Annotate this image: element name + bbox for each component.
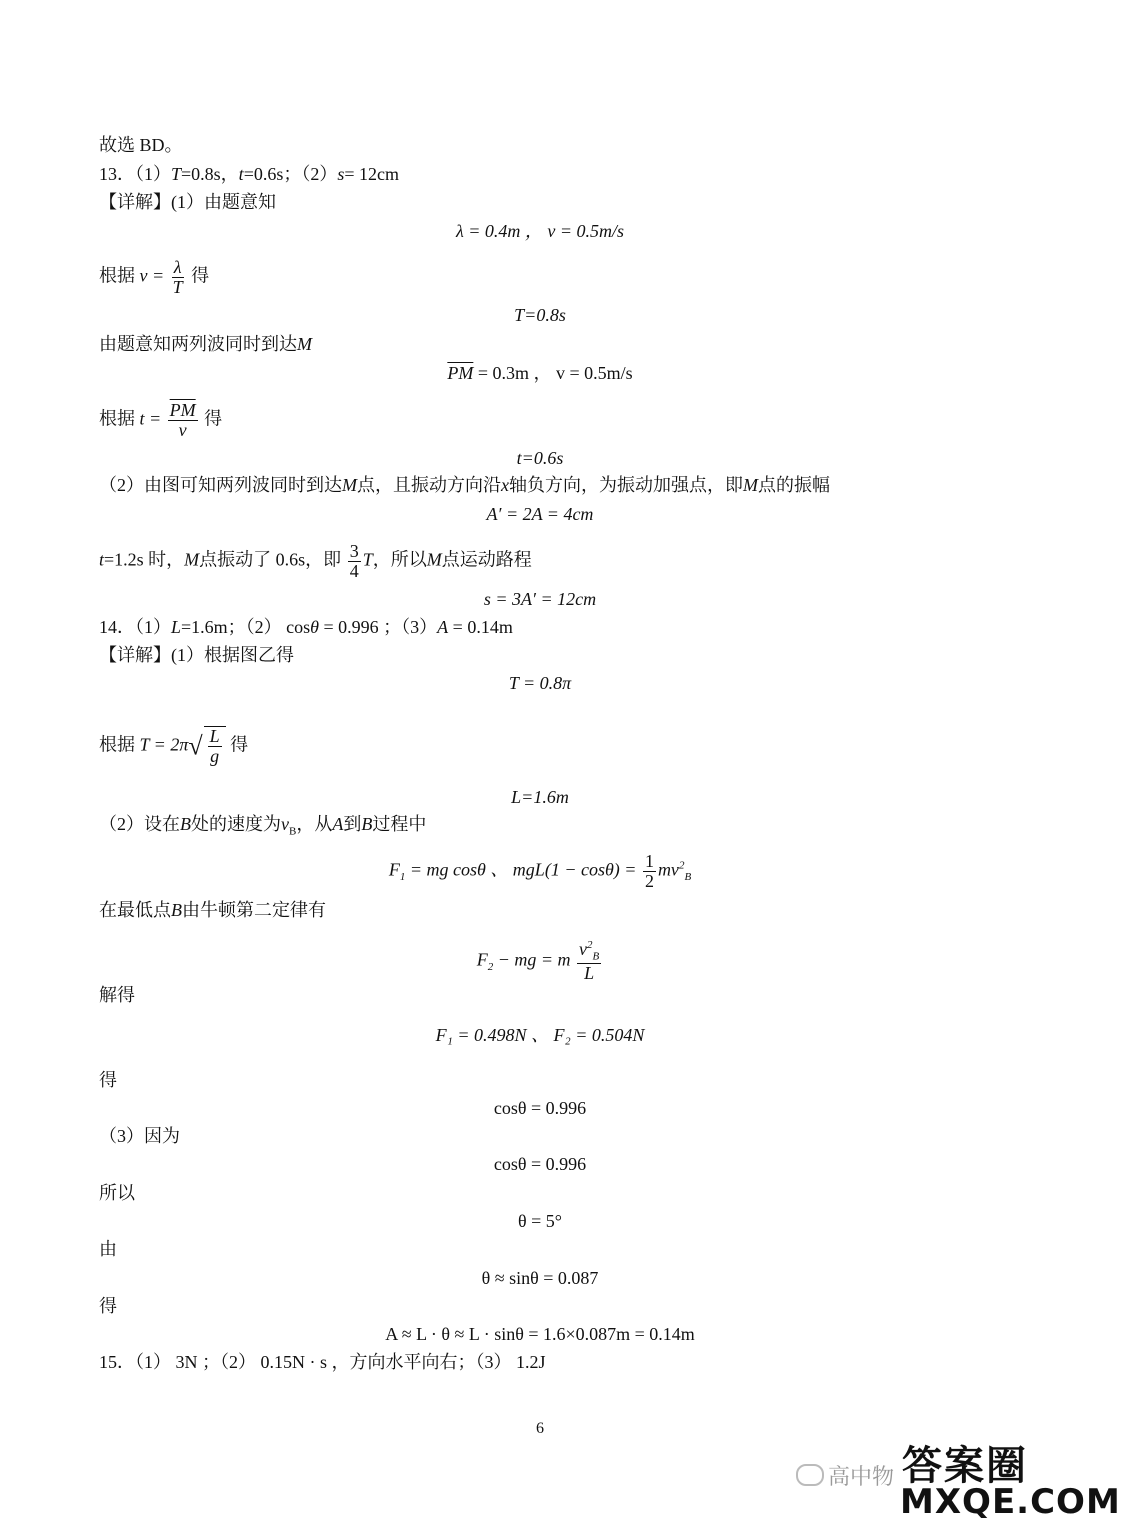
detail-heading: 【详解】(1）根据图乙得 (99, 645, 294, 665)
equation: A ≈ L · θ ≈ L · sinθ = 1.6×0.087m = 0.14m (385, 1324, 695, 1344)
equation: L=1.6m (511, 787, 569, 807)
equation: cosθ = 0.996 (493, 1154, 587, 1174)
text-line: 根据 T = 2π√ $\frac{L}{g}$ 得 (99, 726, 249, 766)
text-line: 得 (99, 1070, 117, 1090)
answer-15: 15．（1） 3N ；（2） 0.15N · s ，方向水平向右；（3） 1.2J (99, 1352, 546, 1372)
text-line: t=1.2s 时，M点振动了 0.6s，即 $\frac{3}{4}$ T，所以M点运动路程 (99, 541, 532, 581)
watermark-logo: 答案圈 (902, 1443, 1028, 1489)
equation: t=0.6s (516, 448, 564, 468)
detail-heading: 【详解】(1）由题意知 (99, 192, 276, 212)
text-line: （3）因为 (99, 1126, 180, 1146)
equation: F₁ = 0.498N 、 F₂ = 0.504N (435, 1025, 645, 1045)
equation: θ = 5° (518, 1211, 562, 1231)
watermark-text: 高中物 (828, 1465, 895, 1490)
text-line: 根据 v = $\frac{\lambda}{T}$ 得 (99, 257, 210, 297)
equation: $\overline{PM} = 0.3m$ ， v = 0.5m/s (447, 363, 633, 383)
text-line: 所以 (99, 1183, 135, 1203)
text-line: 解得 (99, 985, 135, 1005)
answer-13: 13．（1）T=0.8s，t=0.6s；（2）s= 12cm (99, 164, 400, 184)
equation: θ ≈ sinθ = 0.087 (481, 1268, 599, 1288)
equation: T = 0.8π (508, 673, 572, 693)
text-line: 由 (99, 1239, 117, 1259)
watermark (790, 1430, 1121, 1527)
equation: cosθ = 0.996 (493, 1098, 587, 1118)
equation: λ = 0.4m ， v = 0.5m/s (455, 221, 625, 241)
equation: A′ = 2A = 4cm (486, 504, 594, 524)
page-number: 6 (536, 1420, 544, 1437)
text-line: （2）由图可知两列波同时到达M点，且振动方向沿x轴负方向，为振动加强点，即M点的振幅 (99, 475, 830, 495)
equation: s = 3A′ = 12cm (483, 589, 597, 609)
fraction: $\frac{v^2_B}{L}$ (579, 939, 600, 984)
fraction: $\frac{L}{g}$ (209, 726, 220, 766)
text-line: 得 (99, 1296, 117, 1316)
answer-14: 14．（1）L=1.6m；（2） cosθ = 0.996 ；（3）A = 0.14m (99, 617, 513, 637)
equation: T=0.8s (514, 305, 566, 325)
text-line: （2）设在B处的速度为$v_B$，从A到B过程中 (99, 814, 427, 838)
wechat-icon (796, 1464, 824, 1486)
fraction: $\frac{3}{4}$ (349, 541, 359, 581)
sqrt-icon: √ (188, 731, 203, 761)
text-line: 故选 BD。 (99, 135, 183, 155)
watermark-url: MXQE.COM (900, 1482, 1121, 1522)
equation: $F_2$ − mg = m $\frac{v^2_B}{L}$ (476, 939, 600, 984)
text-line: 在最低点B由牛顿第二定律有 (99, 900, 326, 920)
text-line: 由题意知两列波同时到达M (99, 334, 312, 354)
fraction: $\frac{\lambda}{T}$ (172, 257, 183, 297)
fraction: $\frac{1}{2}$ (644, 851, 654, 891)
text-line: 根据 t = $\frac{\overline{PM}}{v}$ 得 (99, 400, 223, 440)
equation: $F_1$ = mg cosθ 、 mgL(1 − cosθ) = $\frac{1}{2}$ $mv^2_B$ (388, 851, 692, 891)
fraction: $\frac{\overline{PM}}{v}$ (169, 400, 196, 440)
